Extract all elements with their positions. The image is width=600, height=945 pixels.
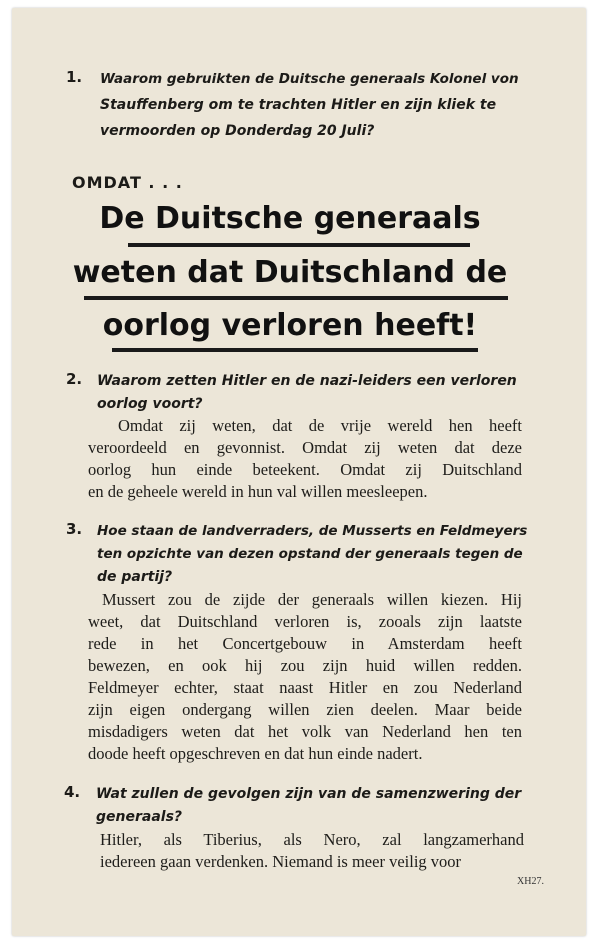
headline-rule-2 bbox=[84, 296, 508, 300]
answer-3-line-4: bewezen, en ook hij zou zijn huid willen redden. bbox=[88, 656, 522, 675]
answer-3-line-7: misdadigers weten dat het volk van Nederland hen ten bbox=[88, 722, 522, 741]
question-1-line-2: Stauffenberg om te trachten Hitler en zijn kliek te bbox=[100, 97, 497, 113]
answer-3-line-3: rede in het Concertgebouw in Amsterdam heeft bbox=[88, 634, 522, 653]
answer-4-line-2: iedereen gaan verdenken. Niemand is meer veilig voor bbox=[100, 852, 462, 871]
question-3-line-2: ten opzichte van dezen opstand der generaals tegen de bbox=[97, 546, 523, 562]
question-4-line-2: generaals? bbox=[96, 809, 183, 825]
headline-line-3: oorlog verloren heeft! bbox=[102, 308, 478, 343]
answer-2-line-2: veroordeeld en gevonnist. Omdat zij weten dat deze bbox=[88, 438, 522, 457]
answer-3-line-1: Mussert zou de zijde der generaals willen kiezen. Hij bbox=[102, 590, 522, 609]
answer-2-line-1: Omdat zij weten, dat de vrije wereld hen heeft bbox=[118, 416, 522, 435]
answer-3-line-5: Feldmeyer echter, staat naast Hitler en zou Nederland bbox=[88, 678, 522, 697]
question-3-line-1: Hoe staan de landverraders, de Musserts en Feldmeyers bbox=[97, 523, 528, 539]
question-1-line-1: Waarom gebruikten de Duitsche generaals Kolonel von bbox=[100, 71, 519, 87]
answer-4 bbox=[100, 829, 524, 873]
headline-line-1: De Duitsche generaals bbox=[99, 201, 481, 236]
answer-4-line-1: Hitler, als Tiberius, als Nero, zal langzamerhand bbox=[100, 830, 524, 849]
question-1-line-3: vermoorden op Donderdag 20 Juli? bbox=[100, 123, 375, 139]
answer-3 bbox=[88, 589, 522, 765]
question-1-number: 1. bbox=[66, 68, 83, 86]
print-code: XH27. bbox=[517, 876, 544, 887]
answer-3-line-2: weet, dat Duitschland verloren is, zooals zijn laatste bbox=[88, 612, 522, 631]
headline-line-2: weten dat Duitschland de bbox=[72, 255, 508, 290]
answer-3-line-8: doode heeft opgeschreven en dat hun einde nadert. bbox=[88, 744, 423, 763]
question-3-line-3: de partij? bbox=[97, 569, 173, 585]
question-2-line-1: Waarom zetten Hitler en de nazi-leiders een verloren bbox=[97, 373, 517, 389]
answer-2 bbox=[88, 415, 522, 503]
answer-2-line-4: en de geheele wereld in hun val willen meesleepen. bbox=[88, 482, 428, 501]
headline-rule-3 bbox=[112, 348, 478, 352]
question-2-number: 2. bbox=[66, 370, 83, 388]
question-3-number: 3. bbox=[66, 520, 83, 538]
omdat-label: OMDAT . . . bbox=[72, 173, 183, 192]
headline-rule-1 bbox=[128, 243, 470, 247]
answer-2-line-3: oorlog hun einde beteekent. Omdat zij Duitschland bbox=[88, 460, 522, 479]
question-2-line-2: oorlog voort? bbox=[97, 396, 203, 412]
answer-3-line-6: zijn eigen ondergang willen zien deelen. Maar beide bbox=[88, 700, 522, 719]
question-4-number: 4. bbox=[64, 783, 81, 801]
question-4-line-1: Wat zullen de gevolgen zijn van de samenzwering der bbox=[96, 786, 522, 802]
